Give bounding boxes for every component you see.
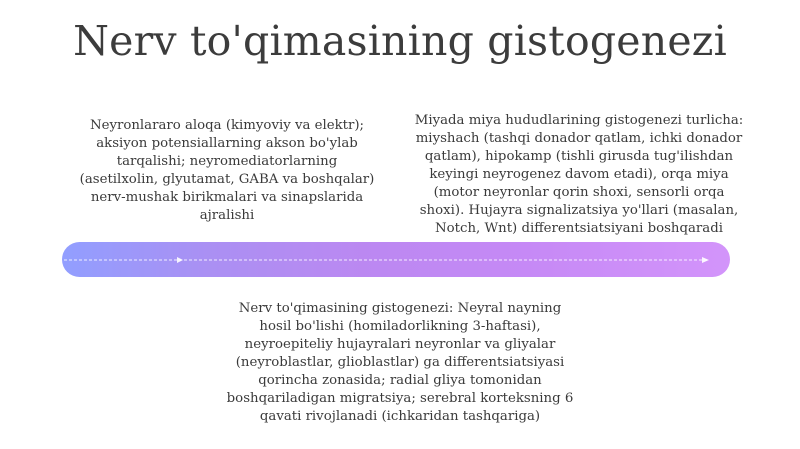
timeline-arrow-head-2 xyxy=(702,257,709,263)
slide-title: Nerv to'qimasining gistogenezi xyxy=(73,17,727,65)
timeline-arrow-line xyxy=(62,256,722,264)
text-block-bottom: Nerv to'qimasining gistogenezi: Neyral nayning hosil bo'lishi (homiladorlikning 3-haftasi), neyroepiteliy hujayralari neyronlar va gliyalar (neyroblastlar, glioblastlar) ga differentsiatsiyasi qorincha zonasida; radial gliya tomonidan boshqariladigan migratsiya; serebral korteksning 6 qavati rivojlanadi (ichkaridan tashqariga) xyxy=(226,301,574,424)
text-block-right: Miyada miya hududlarining gistogenezi turlicha: miyshach (tashqi donador qatlam, ichki donador qatlam), hipokamp (tishli girusda tug'ilishdan keyingi neyrogenez davom etadi), orqa miya (motor neyronlar qorin shoxi, sensorli orqa shoxi). Hujayra signalizatsiya yo'llari (masalan, Notch, Wnt) differentsiatsiyani boshqaradi xyxy=(414,113,744,236)
timeline-arrow-head-1 xyxy=(177,257,183,263)
text-block-left: Neyronlararo aloqa (kimyoviy va elektr); aksiyon potensiallarning akson bo'ylab tarqalishi; neyromediatorlarning (asetilxolin, glyutamat, GABA va boshqalar) nerv-mushak birikmalari va sinapslarida ajralishi xyxy=(79,118,375,223)
